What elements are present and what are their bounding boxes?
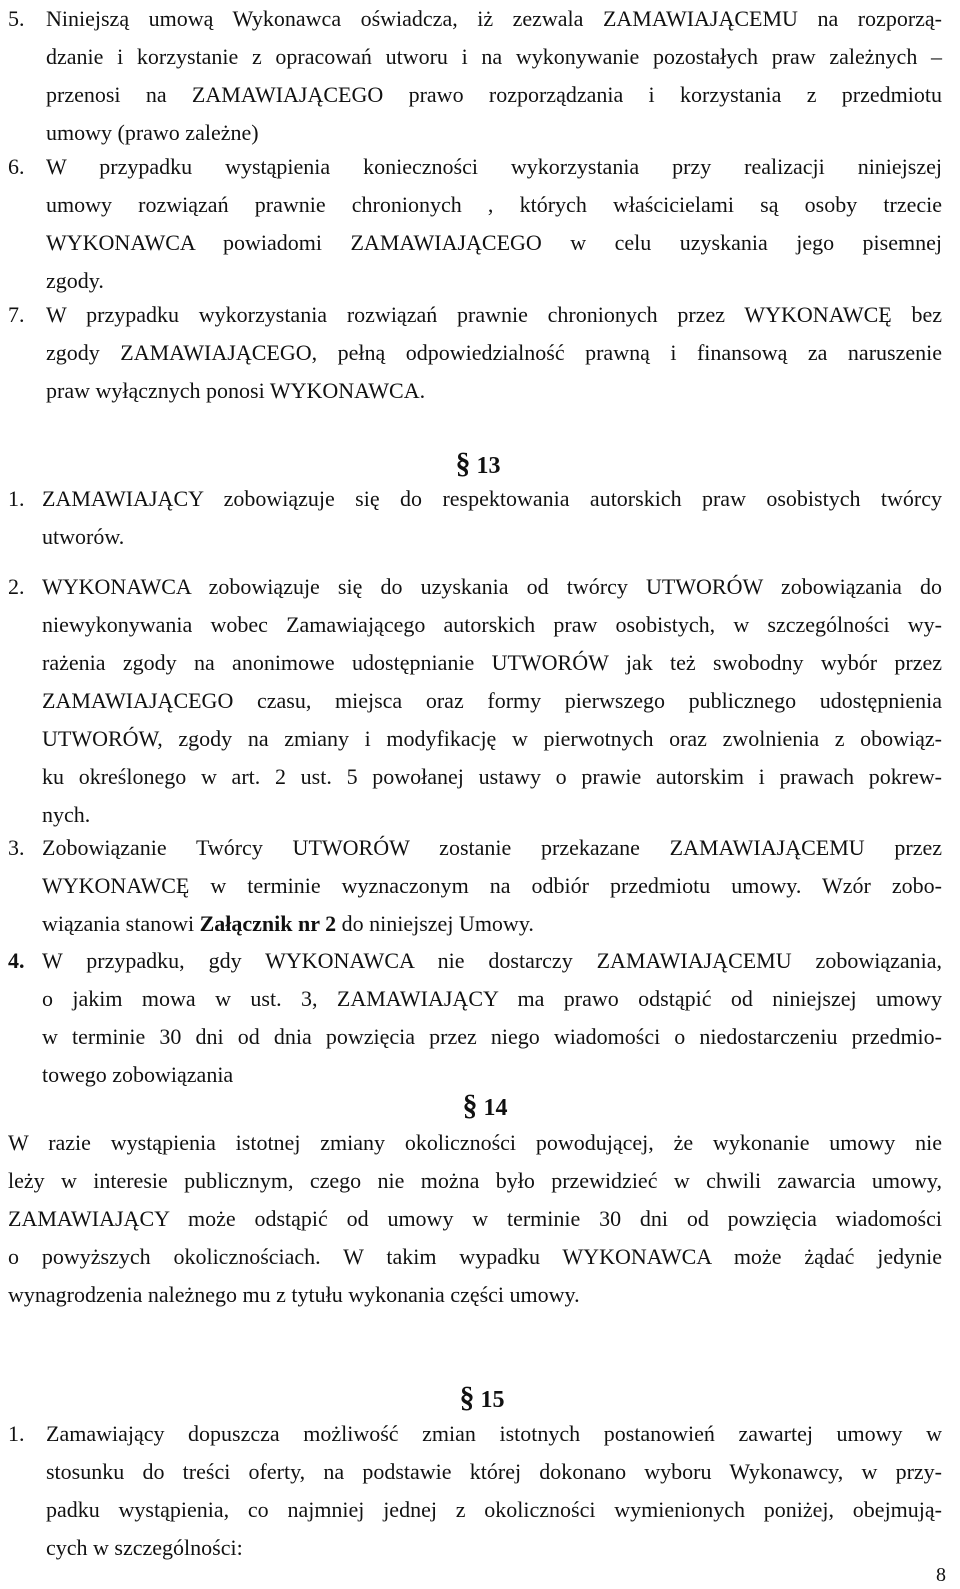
text-line: towego zobowiązania	[42, 1062, 234, 1087]
list-item-7	[8, 296, 942, 410]
text-line: padku wystąpienia, co najmniej jednej z okoliczności wymienionych poniżej, obejmują-	[46, 1497, 942, 1522]
text-line: niewykonywania wobec Zamawiającego autorskich praw osobistych, w szczególności wy-	[42, 612, 942, 637]
item-text	[42, 480, 942, 556]
text-line: o powyższych okolicznościach. W takim wypadku WYKONAWCA może żądać jedynie	[8, 1244, 942, 1269]
text-line: ZAMAWIAJĄCY może odstąpić od umowy w terminie 30 dni od powzięcia wiadomości	[8, 1206, 942, 1231]
text-fragment: wiązania stanowi	[42, 911, 200, 936]
text-line: WYKONAWCĘ w terminie wyznaczonym na odbiór przedmiotu umowy. Wzór zobo-	[42, 873, 942, 898]
text-line: w terminie 30 dni od dnia powzięcia przez niego wiadomości o niedostarczeniu przedmio-	[42, 1024, 942, 1049]
paragraph-text	[8, 1124, 942, 1314]
text-line: utworów.	[42, 524, 125, 549]
text-line: nych.	[42, 802, 91, 827]
list-item-5	[8, 0, 942, 152]
item-number: 3.	[8, 835, 25, 860]
item-text	[46, 148, 942, 300]
item-number: 4.	[8, 948, 25, 973]
section-heading-15	[422, 1379, 542, 1419]
text-line: zgody.	[46, 268, 104, 293]
section-14-text	[8, 1124, 942, 1314]
section-number: 14	[483, 1095, 508, 1121]
list-item-6	[8, 148, 942, 300]
text-fragment: do niniejszej Umowy.	[336, 911, 534, 936]
text-line: praw wyłącznych ponosi WYKONAWCA.	[46, 378, 426, 403]
text-line: W razie wystąpienia istotnej zmiany okoliczności powodującej, że wykonanie umowy nie	[8, 1130, 942, 1155]
text-line: dzanie i korzystanie z opracowań utworu i na wykonywanie pozostałych praw zależnych –	[46, 44, 942, 69]
text-line: WYKONAWCA powiadomi ZAMAWIAJĄCEGO w celu uzyskania jego pisemnej	[46, 230, 942, 255]
text-line: umowy rozwiązań prawnie chronionych , których właścicielami są osoby trzecie	[46, 192, 942, 217]
page-number: 8	[936, 1564, 946, 1586]
text-line: UTWORÓW, zgody na zmiany i modyfikację w pierwotnych oraz zwolnienia z obowiąz-	[42, 726, 942, 751]
text-line: ZAMAWIAJĄCY zobowiązuje się do respektowania autorskich praw osobistych twórcy	[42, 486, 942, 511]
item-text	[42, 942, 942, 1094]
text-line: ZAMAWIAJĄCEGO czasu, miejsca oraz formy pierwszego publicznego udostępnienia	[42, 688, 942, 713]
item-text	[46, 0, 942, 152]
item-text	[42, 829, 942, 943]
text-line: Zamawiający dopuszcza możliwość zmian istotnych postanowień zawartej umowy w	[46, 1421, 942, 1446]
text-line: Zobowiązanie Twórcy UTWORÓW zostanie przekazane ZAMAWIAJĄCEMU przez	[42, 835, 942, 860]
item-number: 7.	[8, 302, 25, 327]
text-line: leży w interesie publicznym, czego nie można było przewidzieć w chwili zawarcia umowy,	[8, 1168, 942, 1193]
section-number: 13	[476, 453, 501, 479]
item-number: 1.	[8, 486, 25, 511]
text-line: cych w szczególności:	[46, 1535, 243, 1560]
paragraph-sign: §	[462, 1089, 478, 1122]
text-line: W przypadku wystąpienia konieczności wykorzystania przy realizacji niniejszej	[46, 154, 942, 179]
text-line: W przypadku wykorzystania rozwiązań prawnie chronionych przez WYKONAWCĘ bez	[46, 302, 942, 327]
text-line: wynagrodzenia należnego mu z tytułu wykonania części umowy.	[8, 1282, 580, 1307]
text-line: WYKONAWCA zobowiązuje się do uzyskania od twórcy UTWORÓW zobowiązania do	[42, 574, 942, 599]
text-line: o jakim mowa w ust. 3, ZAMAWIAJĄCY ma prawo odstąpić od niniejszej umowy	[42, 986, 942, 1011]
text-line: ku określonego w art. 2 ust. 5 powołanej ustawy o prawie autorskim i prawach pokrew-	[42, 764, 942, 789]
list-item-3	[8, 829, 942, 943]
text-line: zgody ZAMAWIAJĄCEGO, pełną odpowiedzialność prawną i finansową za naruszenie	[46, 340, 942, 365]
attachment-reference: Załącznik nr 2	[199, 911, 337, 936]
item-number: 1.	[8, 1421, 25, 1446]
text-line: W przypadku, gdy WYKONAWCA nie dostarczy ZAMAWIAJĄCEMU zobowiązania,	[42, 948, 942, 973]
section-heading-13	[418, 445, 538, 485]
item-number: 2.	[8, 574, 25, 599]
paragraph-sign: §	[459, 1381, 475, 1414]
text-line: rażenia zgody na anonimowe udostępnianie UTWORÓW jak też swobodny wybór przez	[42, 650, 942, 675]
item-text	[42, 568, 942, 834]
section-heading-14	[425, 1087, 545, 1127]
item-number: 5.	[8, 6, 25, 31]
text-line: umowy (prawo zależne)	[46, 120, 259, 145]
item-text	[46, 296, 942, 410]
list-item-2	[8, 568, 942, 834]
list-item-1	[8, 480, 942, 556]
text-line: stosunku do treści oferty, na podstawie której dokonano wyboru Wykonawcy, w przy-	[46, 1459, 942, 1484]
item-text	[46, 1415, 942, 1567]
section-number: 15	[480, 1387, 505, 1413]
list-item-1	[8, 1415, 942, 1567]
text-line	[42, 905, 942, 943]
list-item-4	[8, 942, 942, 1094]
item-number: 6.	[8, 154, 25, 179]
text-line: Niniejszą umową Wykonawca oświadcza, iż zezwala ZAMAWIAJĄCEMU na rozporzą-	[46, 6, 942, 31]
paragraph-sign: §	[455, 447, 471, 480]
text-line: przenosi na ZAMAWIAJĄCEGO prawo rozporządzania i korzystania z przedmiotu	[46, 82, 942, 107]
